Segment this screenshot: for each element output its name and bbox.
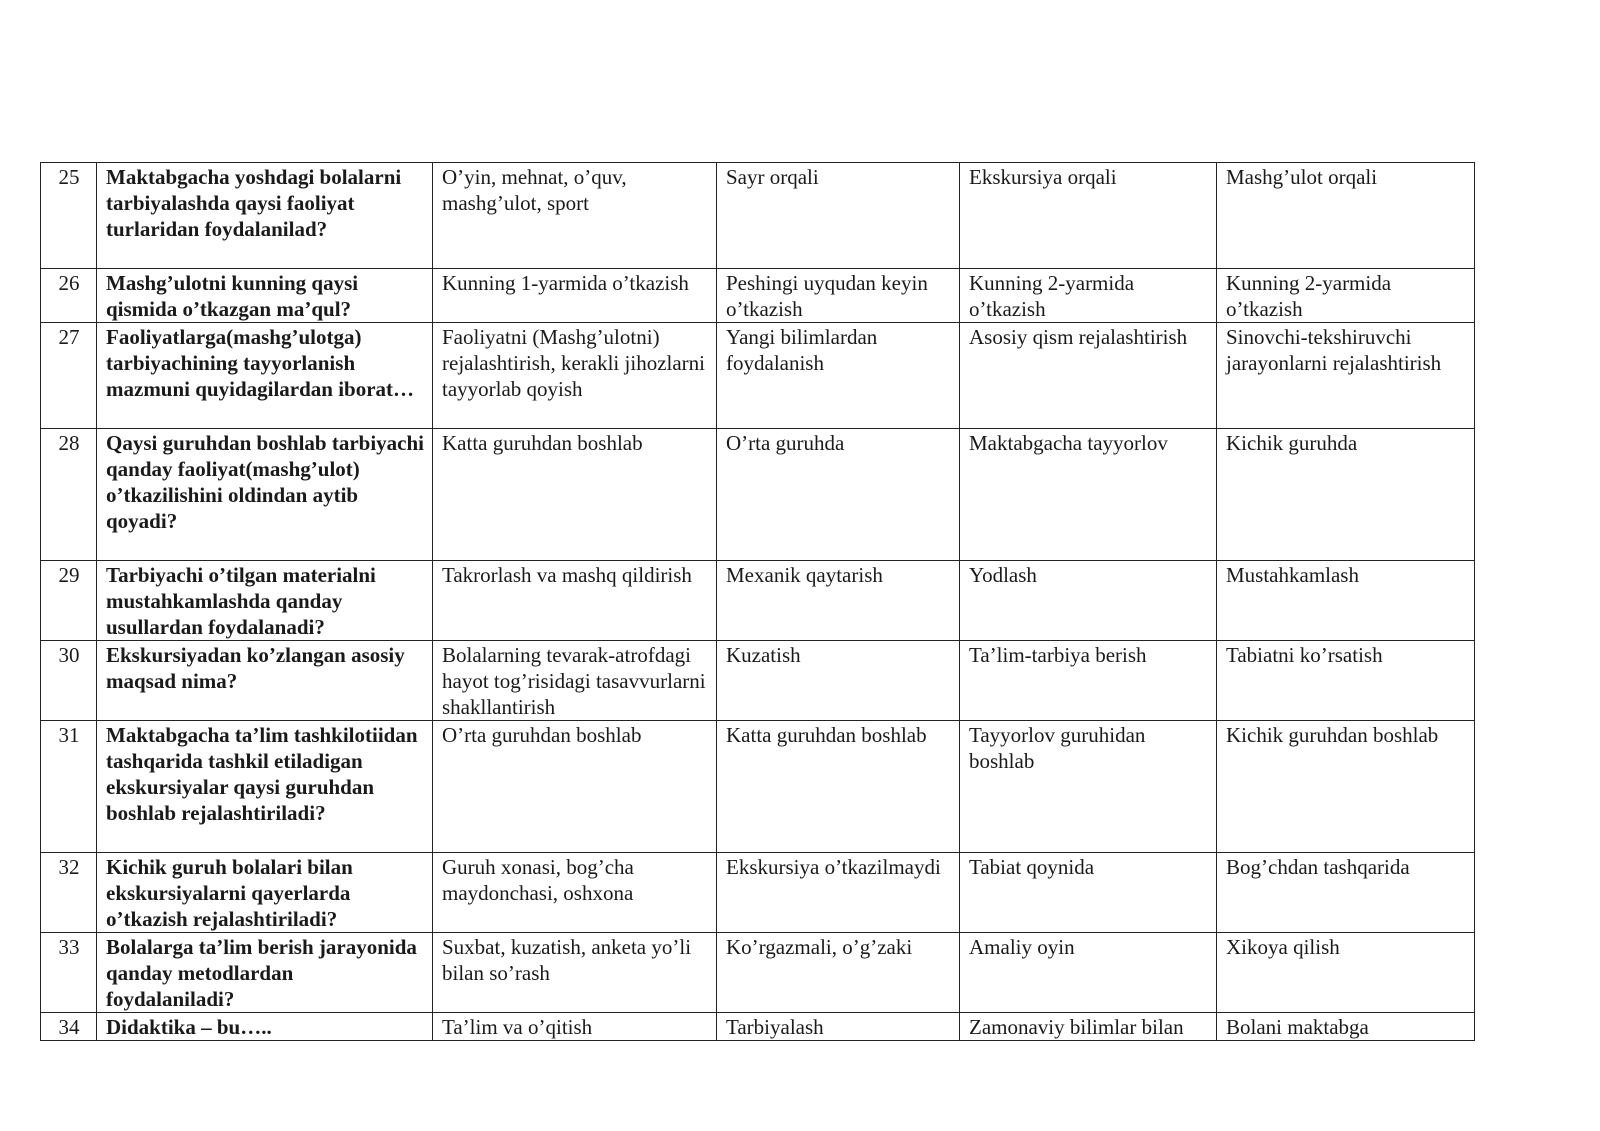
question-text: Maktabgacha yoshdagi bolalarni tarbiyalashda qaysi faoliyat turlaridan foydalanilad?: [97, 163, 433, 269]
question-text: Faoliyatlarga(mashg’ulotga) tarbiyachining tayyorlanish mazmuni quyidagilardan iborat…: [97, 323, 433, 429]
table-row: [41, 1013, 1475, 1041]
question-number: 30: [41, 641, 97, 721]
answer-option-d: Mashg’ulot orqali: [1217, 163, 1475, 269]
question-number: 26: [41, 269, 97, 323]
answer-option-c: Asosiy qism rejalashtirish: [960, 323, 1217, 429]
answer-option-c: Maktabgacha tayyorlov: [960, 429, 1217, 561]
answer-option-b: Kuzatish: [717, 641, 960, 721]
table-row: [41, 429, 1475, 561]
table-row: [41, 641, 1475, 721]
answer-option-d: Kunning 2-yarmida o’tkazish: [1217, 269, 1475, 323]
question-number: 33: [41, 933, 97, 1013]
question-text: Ekskursiyadan ko’zlangan asosiy maqsad nima?: [97, 641, 433, 721]
answer-option-d: Tabiatni ko’rsatish: [1217, 641, 1475, 721]
question-number: 29: [41, 561, 97, 641]
table-row: [41, 269, 1475, 323]
answer-option-d: Kichik guruhda: [1217, 429, 1475, 561]
table-row: [41, 721, 1475, 853]
table-row: [41, 933, 1475, 1013]
answer-option-c: Kunning 2-yarmida o’tkazish: [960, 269, 1217, 323]
answer-option-c: Tayyorlov guruhidan boshlab: [960, 721, 1217, 853]
question-number: 31: [41, 721, 97, 853]
table-row: [41, 853, 1475, 933]
question-text: Didaktika – bu…..: [97, 1013, 433, 1041]
answer-option-c: Amaliy oyin: [960, 933, 1217, 1013]
answer-option-a: Faoliyatni (Mashg’ulotni) rejalashtirish, kerakli jihozlarni tayyorlab qoyish: [433, 323, 717, 429]
question-text: Kichik guruh bolalari bilan ekskursiyalarni qayerlarda o’tkazish rejalashtiriladi?: [97, 853, 433, 933]
answer-option-d: Mustahkamlash: [1217, 561, 1475, 641]
answer-option-b: Katta guruhdan boshlab: [717, 721, 960, 853]
quiz-table: [40, 162, 1475, 1041]
question-number: 34: [41, 1013, 97, 1041]
question-number: 27: [41, 323, 97, 429]
answer-option-a: Katta guruhdan boshlab: [433, 429, 717, 561]
answer-option-b: Tarbiyalash: [717, 1013, 960, 1041]
table-row: [41, 163, 1475, 269]
answer-option-c: Zamonaviy bilimlar bilan: [960, 1013, 1217, 1041]
answer-option-b: Yangi bilimlardan foydalanish: [717, 323, 960, 429]
question-number: 25: [41, 163, 97, 269]
question-number: 28: [41, 429, 97, 561]
answer-option-c: Ta’lim-tarbiya berish: [960, 641, 1217, 721]
answer-option-d: Sinovchi-tekshiruvchi jarayonlarni rejalashtirish: [1217, 323, 1475, 429]
question-text: Qaysi guruhdan boshlab tarbiyachi qanday faoliyat(mashg’ulot) o’tkazilishini oldindan aytib qoyadi?: [97, 429, 433, 561]
answer-option-b: O’rta guruhda: [717, 429, 960, 561]
answer-option-d: Bog’chdan tashqarida: [1217, 853, 1475, 933]
table-row: [41, 561, 1475, 641]
answer-option-a: Bolalarning tevarak-atrofdagi hayot tog’risidagi tasavvurlarni shakllantirish: [433, 641, 717, 721]
table-row: [41, 323, 1475, 429]
answer-option-a: Ta’lim va o’qitish: [433, 1013, 717, 1041]
answer-option-a: Kunning 1-yarmida o’tkazish: [433, 269, 717, 323]
answer-option-b: Sayr orqali: [717, 163, 960, 269]
answer-option-b: Mexanik qaytarish: [717, 561, 960, 641]
answer-option-d: Bolani maktabga: [1217, 1013, 1475, 1041]
answer-option-a: O’yin, mehnat, o’quv, mashg’ulot, sport: [433, 163, 717, 269]
answer-option-b: Ko’rgazmali, o’g’zaki: [717, 933, 960, 1013]
answer-option-c: Tabiat qoynida: [960, 853, 1217, 933]
answer-option-c: Yodlash: [960, 561, 1217, 641]
question-text: Maktabgacha ta’lim tashkilotiidan tashqarida tashkil etiladigan ekskursiyalar qaysi guruhdan boshlab rejalashtiriladi?: [97, 721, 433, 853]
question-text: Mashg’ulotni kunning qaysi qismida o’tkazgan ma’qul?: [97, 269, 433, 323]
answer-option-a: Takrorlash va mashq qildirish: [433, 561, 717, 641]
answer-option-c: Ekskursiya orqali: [960, 163, 1217, 269]
answer-option-a: Suxbat, kuzatish, anketa yo’li bilan so’rash: [433, 933, 717, 1013]
answer-option-b: Ekskursiya o’tkazilmaydi: [717, 853, 960, 933]
answer-option-d: Xikoya qilish: [1217, 933, 1475, 1013]
answer-option-a: O’rta guruhdan boshlab: [433, 721, 717, 853]
answer-option-d: Kichik guruhdan boshlab: [1217, 721, 1475, 853]
question-number: 32: [41, 853, 97, 933]
answer-option-a: Guruh xonasi, bog’cha maydonchasi, oshxona: [433, 853, 717, 933]
question-text: Tarbiyachi o’tilgan materialni mustahkamlashda qanday usullardan foydalanadi?: [97, 561, 433, 641]
question-text: Bolalarga ta’lim berish jarayonida qanday metodlardan foydalaniladi?: [97, 933, 433, 1013]
answer-option-b: Peshingi uyqudan keyin o’tkazish: [717, 269, 960, 323]
